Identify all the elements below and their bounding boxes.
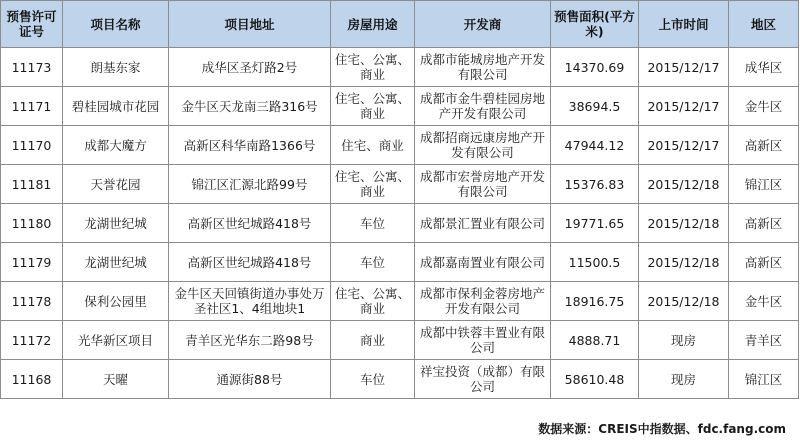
cell-presale-area: 58610.48: [551, 360, 639, 399]
cell-project-address: 青羊区光华东二路98号: [169, 321, 331, 360]
cell-district: 金牛区: [729, 87, 799, 126]
table-row: [1, 360, 799, 399]
cell-listing-date: 2015/12/17: [639, 126, 729, 165]
table-row: [1, 321, 799, 360]
cell-permit-number: 11181: [1, 165, 63, 204]
cell-listing-date: 2015/12/17: [639, 87, 729, 126]
cell-usage: 车位: [331, 243, 415, 282]
cell-permit-number: 11179: [1, 243, 63, 282]
cell-project-name: 保利公园里: [63, 282, 169, 321]
cell-listing-date: 2015/12/18: [639, 282, 729, 321]
table-row: [1, 48, 799, 87]
cell-district: 高新区: [729, 243, 799, 282]
header-project-address: 项目地址: [169, 1, 331, 48]
cell-project-address: 高新区世纪城路418号: [169, 243, 331, 282]
cell-permit-number: 11170: [1, 126, 63, 165]
cell-permit-number: 11173: [1, 48, 63, 87]
cell-project-address: 通源街88号: [169, 360, 331, 399]
cell-permit-number: 11178: [1, 282, 63, 321]
header-usage: 房屋用途: [331, 1, 415, 48]
cell-presale-area: 4888.71: [551, 321, 639, 360]
cell-project-name: 天曜: [63, 360, 169, 399]
cell-project-address: 高新区世纪城路418号: [169, 204, 331, 243]
cell-developer: 成都市金牛碧桂园房地产开发有限公司: [415, 87, 551, 126]
table-row: [1, 165, 799, 204]
cell-developer: 成都市保利金蓉房地产开发有限公司: [415, 282, 551, 321]
data-source-note: 数据来源：CREIS中指数据、fdc.fang.com: [538, 422, 786, 436]
cell-listing-date: 2015/12/17: [639, 48, 729, 87]
cell-presale-area: 47944.12: [551, 126, 639, 165]
cell-project-name: 龙湖世纪城: [63, 243, 169, 282]
table-row: [1, 126, 799, 165]
cell-presale-area: 11500.5: [551, 243, 639, 282]
cell-developer: 成都市宏誉房地产开发有限公司: [415, 165, 551, 204]
table-row: [1, 87, 799, 126]
cell-project-name: 天誉花园: [63, 165, 169, 204]
cell-usage: 住宅、公寓、商业: [331, 87, 415, 126]
cell-presale-area: 14370.69: [551, 48, 639, 87]
cell-project-name: 成都大魔方: [63, 126, 169, 165]
cell-usage: 车位: [331, 360, 415, 399]
header-listing-date: 上市时间: [639, 1, 729, 48]
cell-listing-date: 现房: [639, 360, 729, 399]
cell-district: 青羊区: [729, 321, 799, 360]
cell-presale-area: 38694.5: [551, 87, 639, 126]
cell-presale-area: 15376.83: [551, 165, 639, 204]
cell-listing-date: 2015/12/18: [639, 243, 729, 282]
cell-project-address: 锦江区汇源北路99号: [169, 165, 331, 204]
cell-project-address: 金牛区天回镇街道办事处万圣社区1、4组地块1: [169, 282, 331, 321]
cell-district: 高新区: [729, 126, 799, 165]
cell-listing-date: 2015/12/18: [639, 204, 729, 243]
cell-developer: 成都市能城房地产开发有限公司: [415, 48, 551, 87]
header-presale-area: 预售面积(平方米): [551, 1, 639, 48]
cell-permit-number: 11168: [1, 360, 63, 399]
cell-usage: 商业: [331, 321, 415, 360]
cell-district: 金牛区: [729, 282, 799, 321]
header-project-name: 项目名称: [63, 1, 169, 48]
header-permit-number: 预售许可证号: [1, 1, 63, 48]
cell-developer: 祥宝投资（成都）有限公司: [415, 360, 551, 399]
cell-project-name: 朗基东家: [63, 48, 169, 87]
table-header: [1, 1, 799, 48]
cell-usage: 住宅、商业: [331, 126, 415, 165]
cell-developer: 成都景汇置业有限公司: [415, 204, 551, 243]
cell-project-address: 金牛区天龙南三路316号: [169, 87, 331, 126]
cell-district: 高新区: [729, 204, 799, 243]
table-row: [1, 282, 799, 321]
cell-district: 锦江区: [729, 360, 799, 399]
header-developer: 开发商: [415, 1, 551, 48]
header-row: [1, 1, 799, 48]
cell-project-address: 成华区圣灯路2号: [169, 48, 331, 87]
cell-presale-area: 18916.75: [551, 282, 639, 321]
table-body: [1, 48, 799, 399]
cell-permit-number: 11180: [1, 204, 63, 243]
cell-project-name: 龙湖世纪城: [63, 204, 169, 243]
cell-developer: 成都中铁蓉丰置业有限公司: [415, 321, 551, 360]
cell-usage: 车位: [331, 204, 415, 243]
table-row: [1, 204, 799, 243]
header-district: 地区: [729, 1, 799, 48]
cell-usage: 住宅、公寓、商业: [331, 282, 415, 321]
cell-developer: 成都嘉南置业有限公司: [415, 243, 551, 282]
cell-project-address: 高新区科华南路1366号: [169, 126, 331, 165]
table-row: [1, 243, 799, 282]
cell-permit-number: 11172: [1, 321, 63, 360]
cell-presale-area: 19771.65: [551, 204, 639, 243]
cell-project-name: 碧桂园城市花园: [63, 87, 169, 126]
cell-district: 成华区: [729, 48, 799, 87]
cell-district: 锦江区: [729, 165, 799, 204]
cell-listing-date: 现房: [639, 321, 729, 360]
cell-project-name: 光华新区项目: [63, 321, 169, 360]
cell-listing-date: 2015/12/18: [639, 165, 729, 204]
cell-developer: 成都招商远康房地产开发有限公司: [415, 126, 551, 165]
cell-usage: 住宅、公寓、商业: [331, 48, 415, 87]
cell-usage: 住宅、公寓、商业: [331, 165, 415, 204]
cell-permit-number: 11171: [1, 87, 63, 126]
